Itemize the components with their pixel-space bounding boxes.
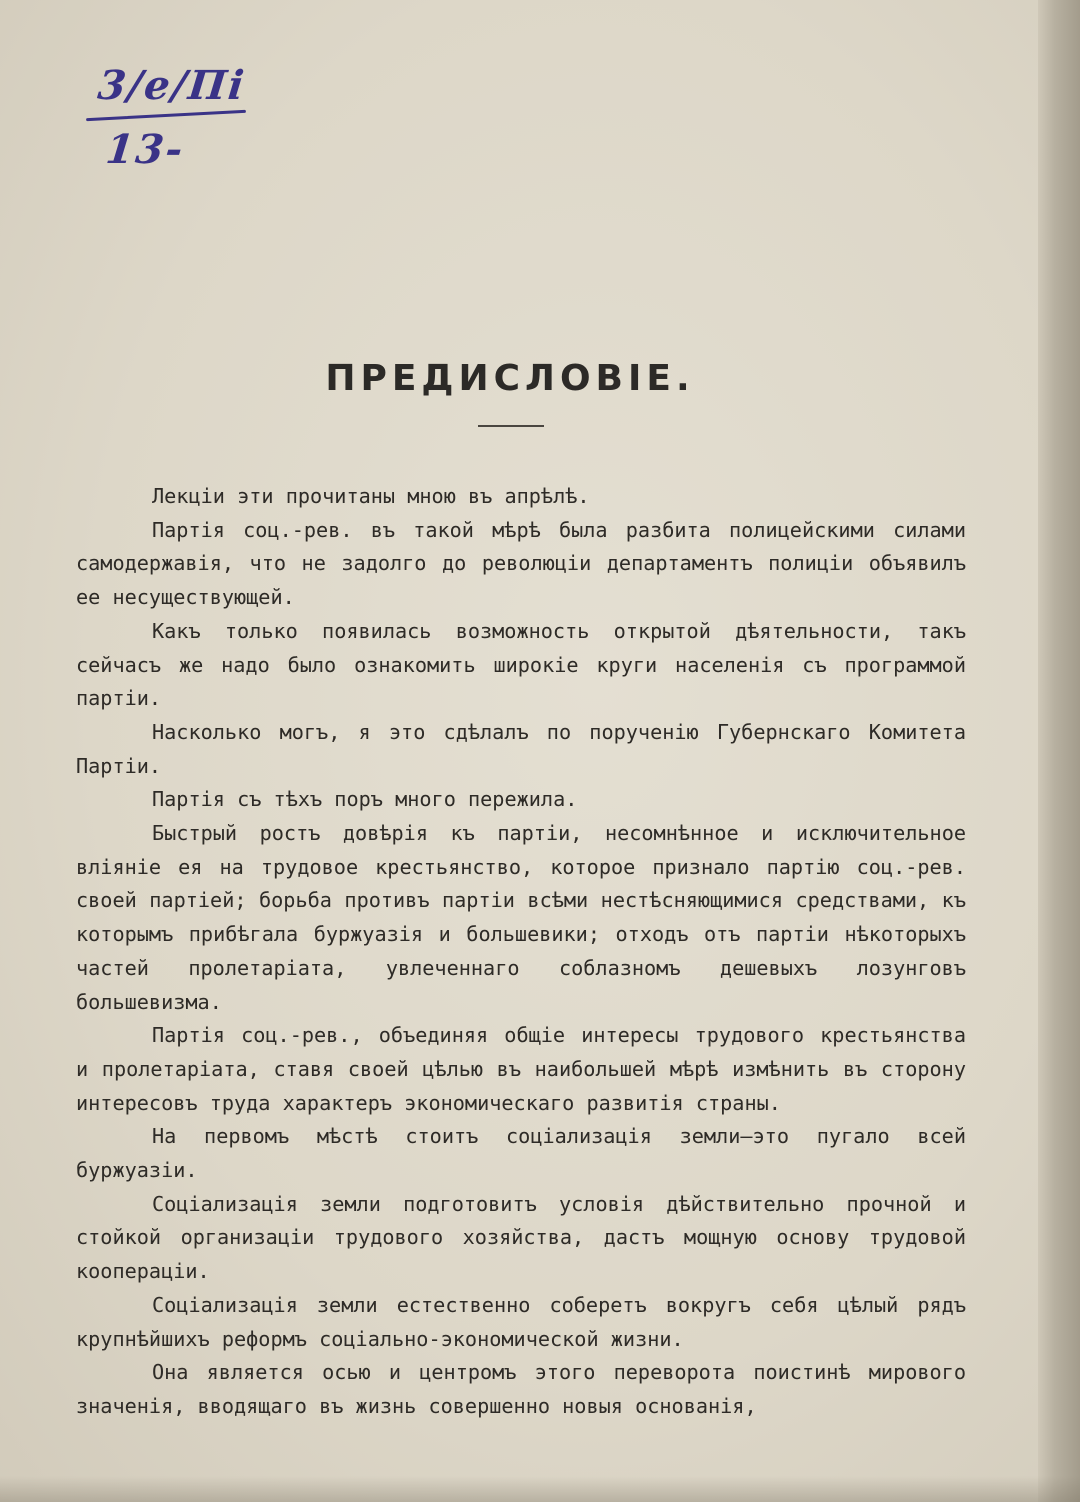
body-text [76, 480, 966, 1424]
paragraph: Соцiализацiя земли подготовитъ условiя дѣйствительно прочной и стойкой организацiи трудового хозяйства, дастъ мощную основу трудовой кооперацiи. [76, 1191, 966, 1284]
paragraph: Какъ только появилась возможность открытой дѣятельности, такъ сейчасъ же надо было ознакомить широкiе круги населенiя съ программой партiи. [76, 618, 966, 711]
annotation-underline [86, 110, 246, 121]
annotation-line-2: 13- [103, 126, 187, 173]
page-title: ПРЕДИСЛОВIЕ. [325, 358, 695, 399]
handwritten-annotation [86, 56, 266, 176]
paragraph: На первомъ мѣстѣ стоитъ соцiализацiя земли—это пугало всей буржуазiи. [76, 1124, 966, 1183]
paragraph: Партiя соц.-рев. въ такой мѣрѣ была разбита полицейскими силами самодержавiя, что не задолго до революцiи департаментъ полицiи объявилъ ее несуществующей. [76, 517, 966, 610]
page-edge-shadow [1038, 0, 1080, 1502]
paragraph: Быстрый ростъ довѣрiя къ партiи, несомнѣнное и исключительное влiянiе ея на трудовое крестьянство, которое признало партiю соц.-рев. своей партiей; борьба противъ партiи всѣми нестѣсняющимися средствами, къ которымъ прибѣгала буржуазiя и большевики; отходъ отъ партiи нѣкоторыхъ частей пролетарiата, увлеченнаго соблазномъ дешевыхъ лозунговъ большевизма. [76, 821, 966, 1014]
page-bottom-shadow [0, 1476, 1080, 1502]
annotation-line-1: 3/e/Пi [95, 62, 248, 109]
paragraph: Партiя съ тѣхъ поръ много пережила. [152, 787, 578, 812]
paragraph: Соцiализацiя земли естественно соберетъ вокругъ себя цѣлый рядъ крупнѣйшихъ реформъ соцiально-экономической жизни. [76, 1292, 966, 1351]
paragraph: Она является осью и центромъ этого переворота поистинѣ мирового значенiя, вводящаго въ жизнь совершенно новыя основанiя, [76, 1360, 966, 1418]
title-divider [478, 425, 544, 427]
paragraph: Лекцiи эти прочитаны мною въ апрѣлѣ. [152, 484, 590, 508]
paragraph: Партiя соц.-рев., объединяя общiе интересы трудового крестьянства и пролетарiата, ставя своей цѣлью въ наибольшей мѣрѣ измѣнить въ сторону интересовъ труда характеръ экономическаго развитiя страны. [76, 1023, 966, 1115]
paragraph: Насколько могъ, я это сдѣлалъ по порученiю Губернскаго Комитета Партiи. [76, 719, 966, 778]
